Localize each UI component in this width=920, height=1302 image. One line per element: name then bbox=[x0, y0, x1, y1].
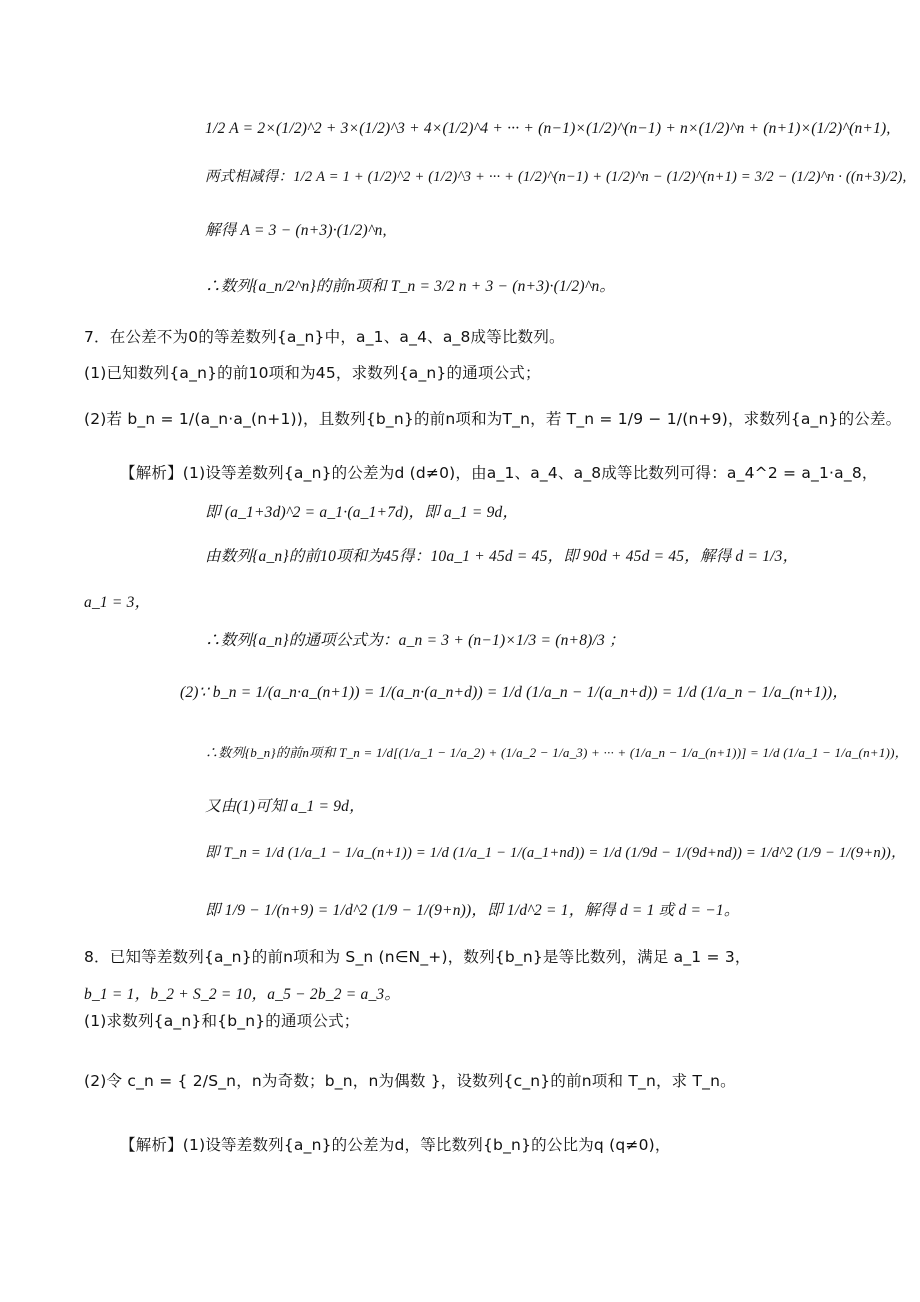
equation-solve-A: 解得 A = 3 − (n+3)·(1/2)^n, bbox=[205, 222, 387, 239]
solution-7-part-2-Tn-expand: 即 T_n = 1/d (1/a_1 − 1/a_(n+1)) = 1/d (1/a_1 − 1/(a_1+nd)) = 1/d (1/9d − 1/(9d+nd)) = 1/d^2 (1/9 − 1/(9+n))， bbox=[205, 845, 906, 861]
solution-7-intro: 【解析】(1)设等差数列{a_n}的公差为d (d≠0)，由a_1、a_4、a_8成等比数列可得：a_4^2 = a_1·a_8， bbox=[120, 464, 878, 482]
solution-7-part-2-result: 即 1/9 − 1/(n+9) = 1/d^2 (1/9 − 1/(9+n))，即 1/d^2 = 1，解得 d = 1 或 d = −1。 bbox=[205, 902, 740, 919]
equation-subtract: 两式相减得：1/2 A = 1 + (1/2)^2 + (1/2)^3 + ··· + (1/2)^(n−1) + (1/2)^n − (1/2)^(n+1) = 3/2 − (1/2)^n · ((n+3)/2), bbox=[205, 169, 907, 185]
solution-8-intro: 【解析】(1)设等差数列{a_n}的公差为d，等比数列{b_n}的公比为q (q≠0)， bbox=[120, 1136, 671, 1154]
problem-8-conditions: b_1 = 1，b_2 + S_2 = 10，a_5 − 2b_2 = a_3。 bbox=[84, 986, 401, 1003]
problem-8-part-2: (2)令 c_n = { 2/S_n，n为奇数；b_n，n为偶数 }，设数列{c_n}的前n项和 T_n，求 T_n。 bbox=[84, 1072, 736, 1090]
problem-7-part-1: (1)已知数列{a_n}的前10项和为45，求数列{a_n}的通项公式； bbox=[84, 364, 541, 382]
problem-7-part-2: (2)若 b_n = 1/(a_n·a_(n+1))，且数列{b_n}的前n项和为T_n，若 T_n = 1/9 − 1/(n+9)，求数列{a_n}的公差。 bbox=[84, 410, 902, 428]
solution-7-part-2-a1: 又由(1)可知 a_1 = 9d， bbox=[205, 798, 365, 815]
solution-7-part-2-bn: (2)∵ b_n = 1/(a_n·a_(n+1)) = 1/(a_n·(a_n+d)) = 1/d (1/a_n − 1/(a_n+d)) = 1/d (1/a_n − 1/a_(n+1))， bbox=[180, 684, 849, 701]
solution-7-part-2-Tn: ∴数列{b_n}的前n项和 T_n = 1/d[(1/a_1 − 1/a_2) + (1/a_2 − 1/a_3) + ··· + (1/a_n − 1/a_(n+1))] = 1/d (1/a_1 − 1/a_(n+1))， bbox=[205, 745, 908, 760]
solution-7-a1: a_1 = 3， bbox=[84, 594, 151, 611]
solution-7-step-b: 由数列{a_n}的前10项和为45得：10a_1 + 45d = 45，即 90d + 45d = 45，解得 d = 1/3， bbox=[205, 548, 799, 565]
solution-7-general-term: ∴数列{a_n}的通项公式为：a_n = 3 + (n−1)×1/3 = (n+8)/3 ； bbox=[205, 632, 625, 649]
solution-7-step-a: 即 (a_1+3d)^2 = a_1·(a_1+7d)，即 a_1 = 9d， bbox=[205, 504, 519, 521]
problem-7-heading: 7．在公差不为0的等差数列{a_n}中，a_1、a_4、a_8成等比数列。 bbox=[84, 328, 565, 346]
problem-8-part-1: (1)求数列{a_n}和{b_n}的通项公式； bbox=[84, 1012, 360, 1030]
equation-half-A: 1/2 A = 2×(1/2)^2 + 3×(1/2)^3 + 4×(1/2)^4 + ··· + (n−1)×(1/2)^(n−1) + n×(1/2)^n + (n+1)×(1/2)^(n+1), bbox=[205, 120, 891, 137]
equation-sum-Tn: ∴数列{a_n/2^n}的前n项和 T_n = 3/2 n + 3 − (n+3)·(1/2)^n。 bbox=[205, 278, 616, 295]
problem-8-heading: 8．已知等差数列{a_n}的前n项和为 S_n (n∈N_+)，数列{b_n}是等比数列，满足 a_1 = 3， bbox=[84, 948, 751, 966]
